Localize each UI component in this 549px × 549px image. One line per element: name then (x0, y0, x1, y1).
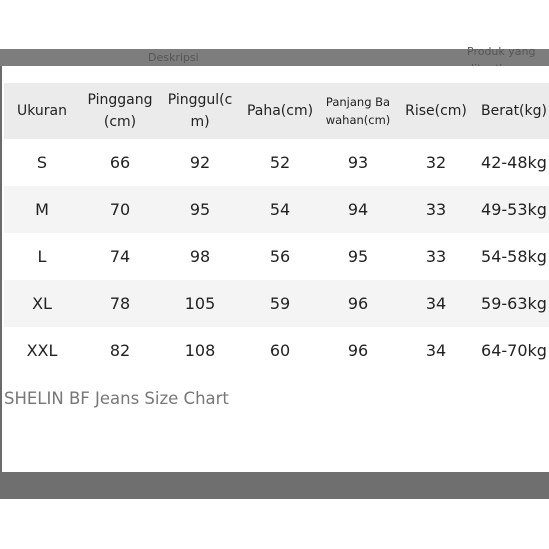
top-tab-bar (0, 45, 549, 66)
cell-waist: 70 (109, 200, 131, 219)
cell-weight: 59-63kg (481, 294, 547, 313)
header-size: Ukuran (16, 103, 67, 119)
table-row (4, 280, 549, 327)
cell-rise: 33 (425, 247, 447, 266)
table-row (4, 139, 549, 186)
table-row (4, 233, 549, 280)
cell-hip: 92 (189, 153, 211, 172)
cell-thigh: 54 (269, 200, 291, 219)
cell-weight: 42-48kg (481, 153, 547, 172)
cell-size: S (36, 153, 48, 172)
cell-waist: 78 (109, 294, 131, 313)
cell-hip: 105 (184, 294, 216, 313)
cell-size: L (37, 247, 47, 266)
bottom-overlay-bar (0, 472, 549, 499)
table-row (4, 327, 549, 374)
cell-thigh: 52 (269, 153, 291, 172)
header-rise: Rise(cm) (405, 103, 467, 119)
chart-caption: SHELIN BF Jeans Size Chart (4, 389, 229, 408)
cell-hip: 95 (189, 200, 211, 219)
cell-rise: 34 (425, 294, 447, 313)
header-thigh: Paha(cm) (246, 103, 314, 119)
cell-length: 96 (347, 341, 369, 360)
size-table-header (4, 83, 549, 139)
cell-weight: 49-53kg (481, 200, 547, 219)
header-length: Panjang Bawahan(cm) (325, 95, 391, 127)
cell-size: M (35, 200, 49, 219)
cell-thigh: 56 (269, 247, 291, 266)
cell-weight: 54-58kg (481, 247, 547, 266)
cell-length: 94 (347, 200, 369, 219)
cell-thigh: 60 (269, 341, 291, 360)
tab-linked-products-line1: Produk yang (467, 45, 536, 58)
cell-hip: 108 (184, 341, 216, 360)
cell-weight: 64-70kg (481, 341, 547, 360)
cell-hip: 98 (189, 247, 211, 266)
cell-rise: 34 (425, 341, 447, 360)
header-weight: Berat(kg) (481, 103, 547, 119)
cell-length: 93 (347, 153, 369, 172)
cell-length: 96 (347, 294, 369, 313)
size-chart-image (0, 66, 549, 472)
header-hip: Pinggul(cm) (167, 92, 233, 130)
cell-rise: 33 (425, 200, 447, 219)
cell-waist: 82 (109, 341, 131, 360)
cell-rise: 32 (425, 153, 447, 172)
cell-size: XXL (26, 341, 58, 360)
cell-size: XL (32, 294, 52, 313)
cell-waist: 74 (109, 247, 131, 266)
cell-thigh: 59 (269, 294, 291, 313)
cell-waist: 66 (109, 153, 131, 172)
cell-length: 95 (347, 247, 369, 266)
table-row (4, 186, 549, 233)
tab-description[interactable]: Deskripsi (148, 51, 199, 64)
header-waist: Pinggang(cm) (87, 92, 153, 130)
